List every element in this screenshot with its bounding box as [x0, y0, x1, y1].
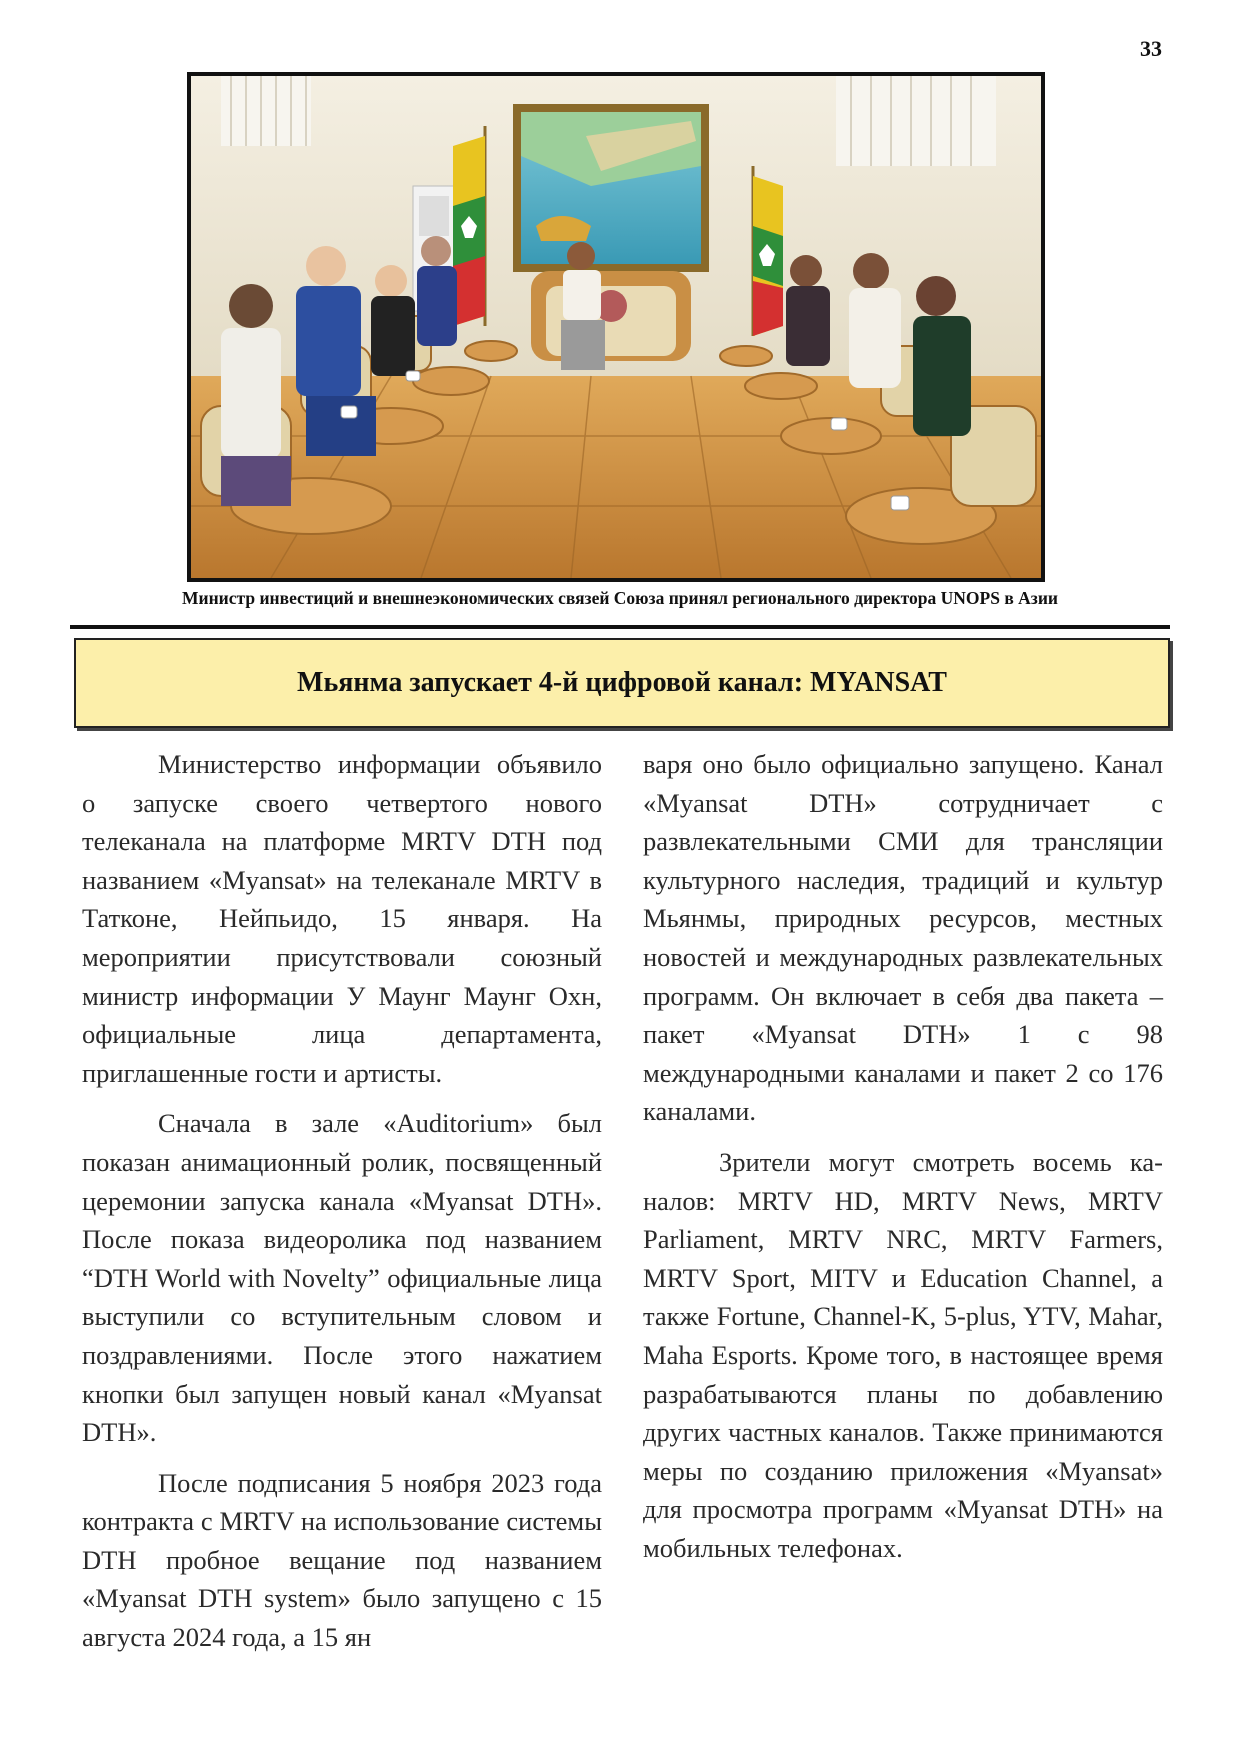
paragraph-3: После подписания 5 ноября 2023 года контракта с MRTV на использование системы DTH пробное вещание под названием «Myansat DTH system» было запущено с 15 августа 2024 года, а 15 ян: [82, 1467, 602, 1653]
article-headline: Мьянма запускает 4-й цифровой канал: MYANSAT: [297, 667, 947, 698]
photo-caption: Министр инвестиций и внешнеэкономических связей Союза принял регионального директора UNOPS в Азии: [182, 588, 1058, 608]
headline-box: [74, 638, 1170, 728]
meeting-photo: [187, 72, 1045, 582]
meeting-photo-illustration: [191, 76, 1041, 578]
caption-divider: [70, 625, 1170, 629]
paragraph-3-continued: варя оно было официально запущено. Канал «Myansat DTH» сотрудничает с развлекательными СМИ для трансляции культурного наследия, традиций и культур Мьянмы, природных ресурсов, местных новостей и международных развлекательных программ. Он включает в себя два пакета – пакет «Myansat DTH» 1 с 98 международными каналами и пакет 2 со 176 каналами.: [643, 749, 1163, 1127]
paragraph-2: Сначала в зале «Auditorium» был показан анимационный ролик, посвященный церемонии запуска канала «Myansat DTH». После показа видеоролика под названием “DTH World with Novelty” официальные лица выступили со вступительным словом и поздравлениями. После этого нажатием кнопки был запущен новый канал «Myansat DTH».: [82, 1108, 602, 1448]
page-number: 33: [1140, 36, 1162, 61]
article-column-left: [82, 745, 602, 1669]
article-column-right: [643, 745, 1163, 1579]
paragraph-1: Министерство информации объявило о запуске своего четвертого нового телеканала на платформе MRTV DTH под названием «Myansat» на телеканале MRTV в Татконе, Нейпьидо, 15 января. На мероприятии присутствовали союзный министр информации У Маунг Маунг Охн, официальные лица департамента, приглашенные гости и артисты.: [82, 749, 602, 1088]
paragraph-4: Зрители могут смотреть восемь каналов: MRTV HD, MRTV News, MRTV Parliament, MRTV NRC, MRTV Farmers, MRTV Sport, MITV и Education Channel, а также Fortune, Channel-K, 5-plus, YTV, Mahar, Maha Esports. Кроме того, в настоящее время разрабатываются планы по добавлению других частных каналов. Также принимаются меры по созданию приложения «Myansat» для просмотра программ «Myansat DTH» на мобильных телефонах.: [643, 1146, 1163, 1563]
